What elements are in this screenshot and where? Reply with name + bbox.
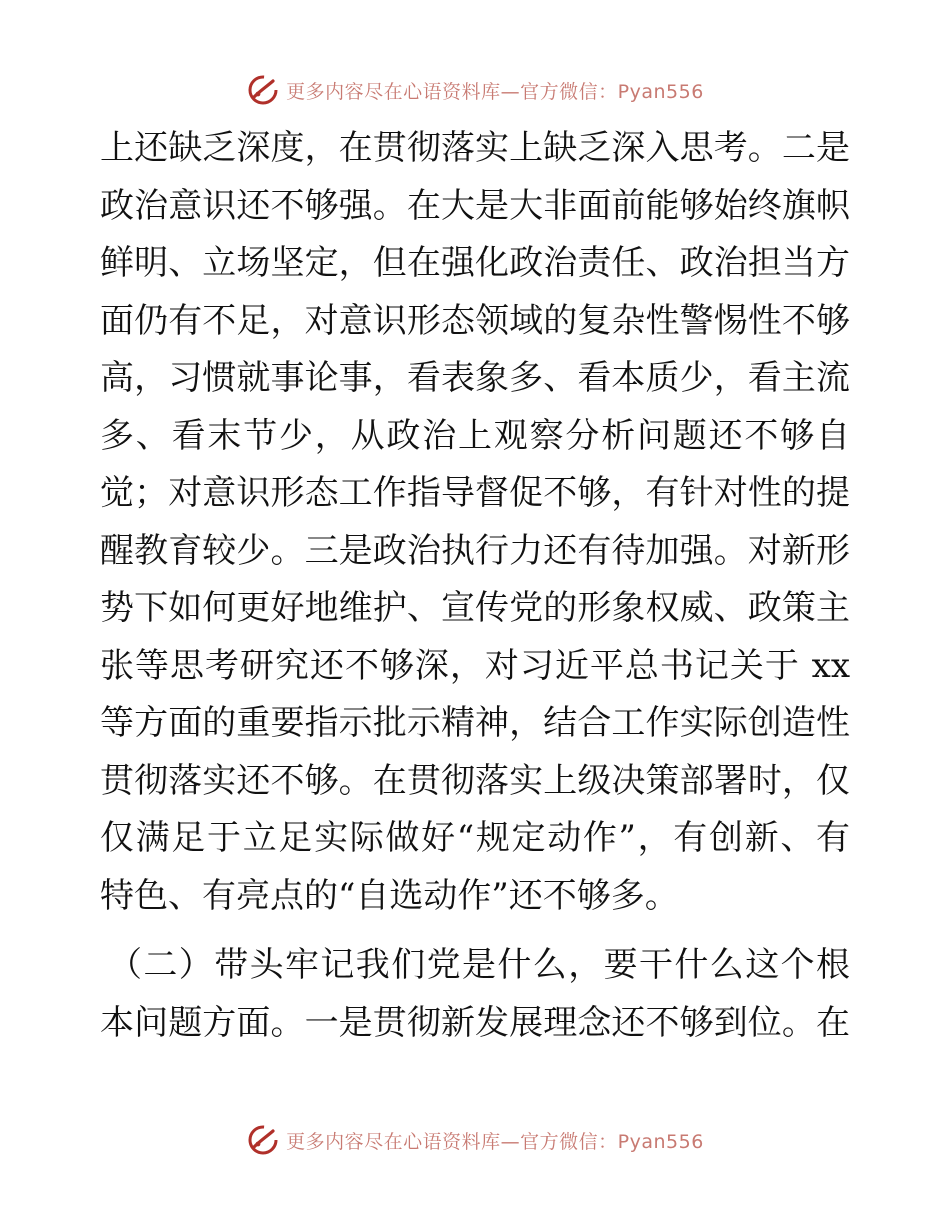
text-line: 醒教育较少。三是政治执行力还有待加强。对新形 xyxy=(100,530,850,571)
brush-swirl-logo-icon xyxy=(246,73,280,107)
header-watermark xyxy=(0,70,950,110)
watermark-text: 更多内容尽在心语资料库—官方微信：Pyan556 xyxy=(286,80,704,103)
paragraph xyxy=(100,937,850,1052)
text-line: 政治意识还不够强。在大是大非面前能够始终旗帜 xyxy=(100,185,850,226)
watermark-text: 更多内容尽在心语资料库—官方微信：Pyan556 xyxy=(286,1130,704,1153)
footer-watermark xyxy=(0,1120,950,1160)
text-line: 贯彻落实还不够。在贯彻落实上级决策部署时，仅 xyxy=(100,760,850,801)
text-line: 面仍有不足，对意识形态领域的复杂性警惕性不够 xyxy=(100,300,850,341)
text-line: 张等思考研究还不够深，对习近平总书记关于 xx xyxy=(100,645,850,686)
brush-swirl-logo-icon xyxy=(246,1123,280,1157)
text-line: 多、看末节少，从政治上观察分析问题还不够自 xyxy=(100,415,850,456)
text-line: 势下如何更好地维护、宣传党的形象权威、政策主 xyxy=(100,588,850,628)
paragraph xyxy=(100,120,850,925)
text-line: 鲜明、立场坚定，但在强化政治责任、政治担当方 xyxy=(100,243,850,283)
paragraph-spacer xyxy=(100,925,850,937)
text-line: 特色、有亮点的“自选动作”还不够多。 xyxy=(100,875,679,916)
document-body xyxy=(100,120,850,1052)
text-line: 本问题方面。一是贯彻新发展理念还不够到位。在 xyxy=(100,1002,850,1043)
text-line: 仅满足于立足实际做好“规定动作”，有创新、有 xyxy=(100,818,850,858)
text-line: 上还缺乏深度，在贯彻落实上缺乏深入思考。二是 xyxy=(100,128,850,168)
text-line: 觉；对意识形态工作指导督促不够，有针对性的提 xyxy=(100,473,850,513)
text-line: 等方面的重要指示批示精神，结合工作实际创造性 xyxy=(100,703,850,743)
text-line: 高，习惯就事论事，看表象多、看本质少，看主流 xyxy=(100,358,850,398)
section-heading-line: （二）带头牢记我们党是什么，要干什么这个根 xyxy=(108,945,850,985)
